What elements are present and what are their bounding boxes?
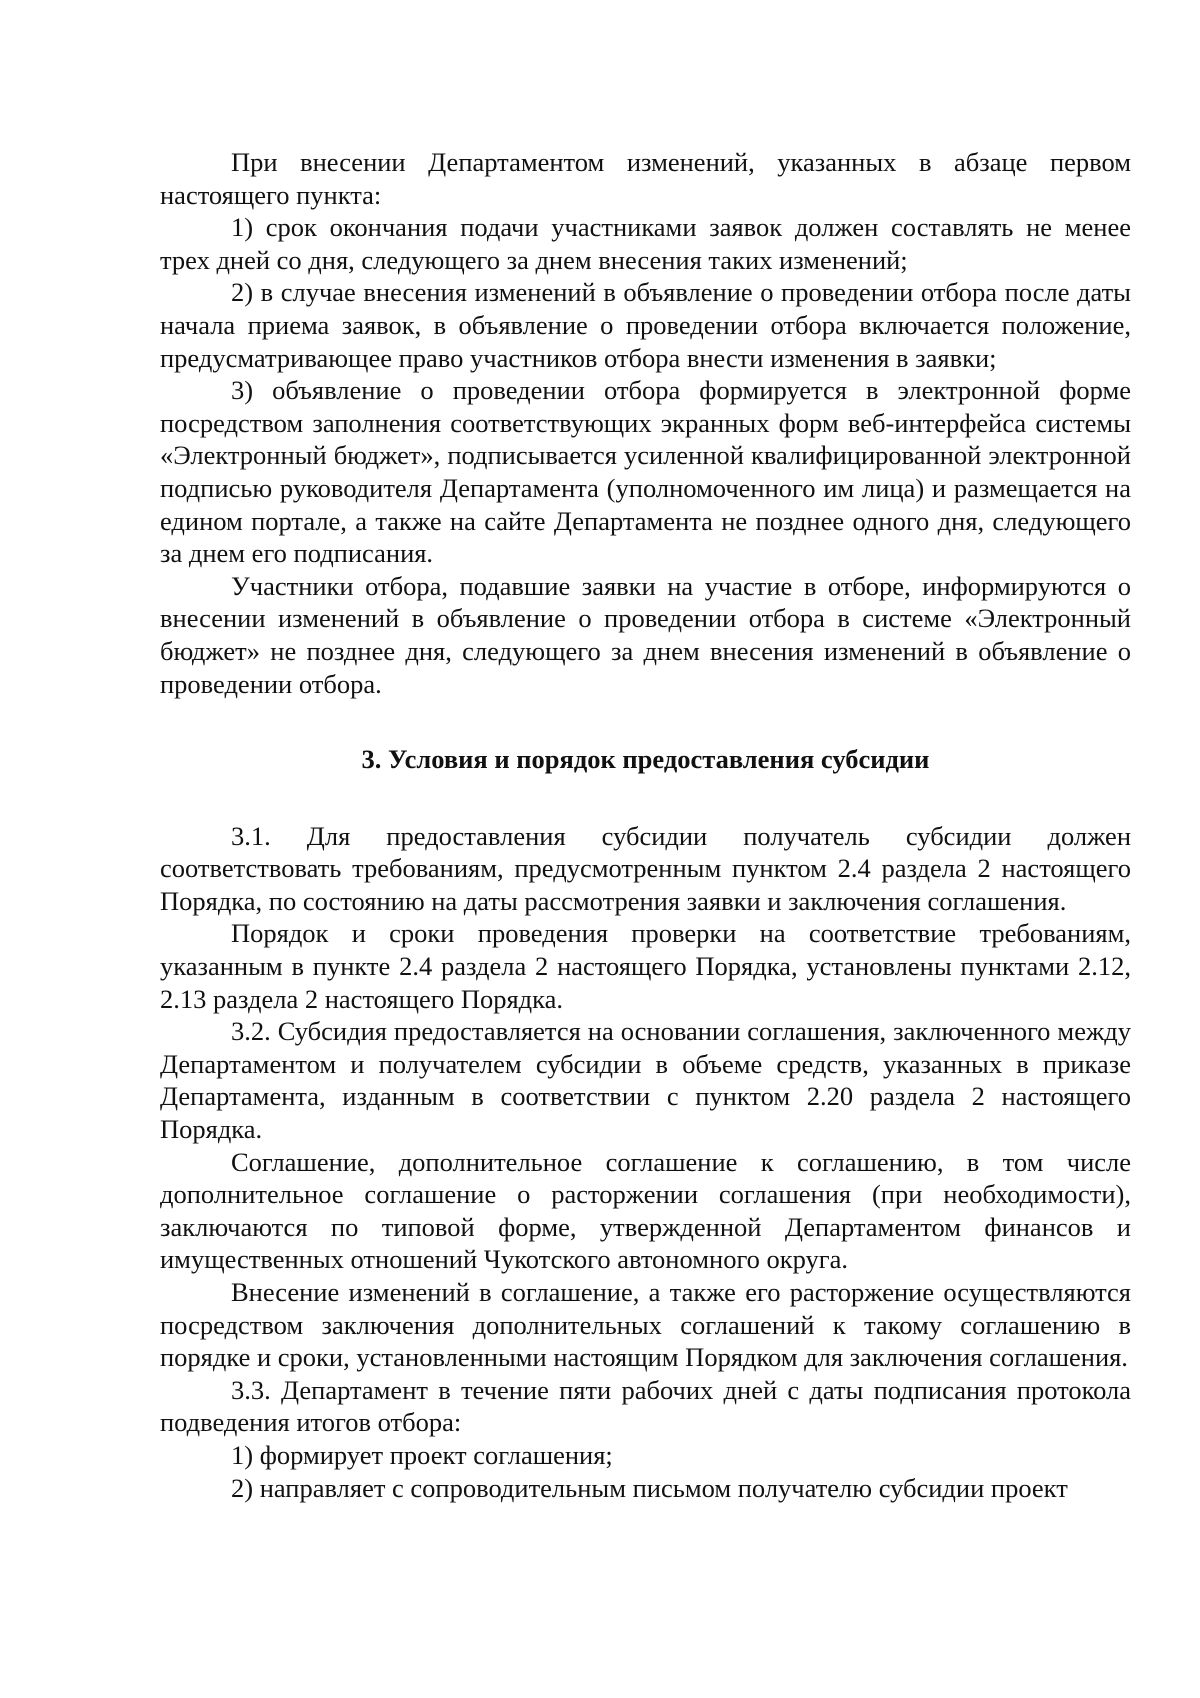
paragraph-3-2: 3.2. Субсидия предоставляется на основании соглашения, заключенного между Департаментом и получателем субсидии в объеме средств, указанных в приказе Департамента, изданным в соответствии с пунктом 2.20 раздела 2 настоящего Порядка. bbox=[160, 1016, 1131, 1145]
paragraph-item-3-electronic-form: 3) объявление о проведении отбора формируется в электронной форме посредством заполнения соответствующих экранных форм веб-интерфейса системы «Электронный бюджет», подписывается усиленной квалифицированной электронной подписью руководителя Департамента (уполномоченного им лица) и размещается на едином портале, а также на сайте Департамента не позднее одного дня, следующего за днем его подписания. bbox=[160, 375, 1131, 569]
paragraph-agreement-changes: Внесение изменений в соглашение, а также его расторжение осуществляются посредством заключения дополнительных соглашений к такому соглашению в порядке и сроки, установленными настоящим Порядком для заключения соглашения. bbox=[160, 1277, 1131, 1373]
paragraph-item-1-deadline: 1) срок окончания подачи участниками заявок должен составлять не менее трех дней со дня, следующего за днем внесения таких изменений; bbox=[160, 212, 1131, 275]
paragraph-item-2-changes: 2) в случае внесения изменений в объявление о проведении отбора после даты начала приема заявок, в объявление о проведении отбора включается положение, предусматривающее право участников отбора внести изменения в заявки; bbox=[160, 277, 1131, 373]
document-page bbox=[160, 146, 1131, 1504]
paragraph-3-3-item-1: 1) формирует проект соглашения; bbox=[231, 1439, 613, 1470]
paragraph-3-3: 3.3. Департамент в течение пяти рабочих дней с даты подписания протокола подведения итогов отбора: bbox=[160, 1374, 1131, 1438]
paragraph-participants-notice: Участники отбора, подавшие заявки на участие в отборе, информируются о внесении изменений в объявление о проведении отбора в системе «Электронный бюджет» не позднее дня, следующего за днем внесения изменений в объявление о проведении отбора. bbox=[160, 570, 1131, 699]
paragraph-3-3-item-2: 2) направляет с сопроводительным письмом получателю субсидии проект bbox=[231, 1472, 1068, 1503]
paragraph-verification-order: Порядок и сроки проведения проверки на соответствие требованиям, указанным в пункте 2.4 раздела 2 настоящего Порядка, установлены пунктами 2.12, 2.13 раздела 2 настоящего Порядка. bbox=[160, 918, 1131, 1014]
paragraph-3-1: 3.1. Для предоставления субсидии получатель субсидии должен соответствовать требованиям, предусмотренным пунктом 2.4 раздела 2 настоящего Порядка, по состоянию на даты рассмотрения заявки и заключения соглашения. bbox=[160, 820, 1131, 916]
paragraph-amendments-intro: При внесении Департаментом изменений, указанных в абзаце первом настоящего пункта: bbox=[160, 147, 1131, 210]
paragraph-agreement-form: Соглашение, дополнительное соглашение к соглашению, в том числе дополнительное соглашение о расторжении соглашения (при необходимости), заключаются по типовой форме, утвержденной Департаментом финансов и имущественных отношений Чукотского автономного округа. bbox=[160, 1146, 1131, 1275]
section-heading: 3. Условия и порядок предоставления субсидии bbox=[361, 744, 930, 775]
